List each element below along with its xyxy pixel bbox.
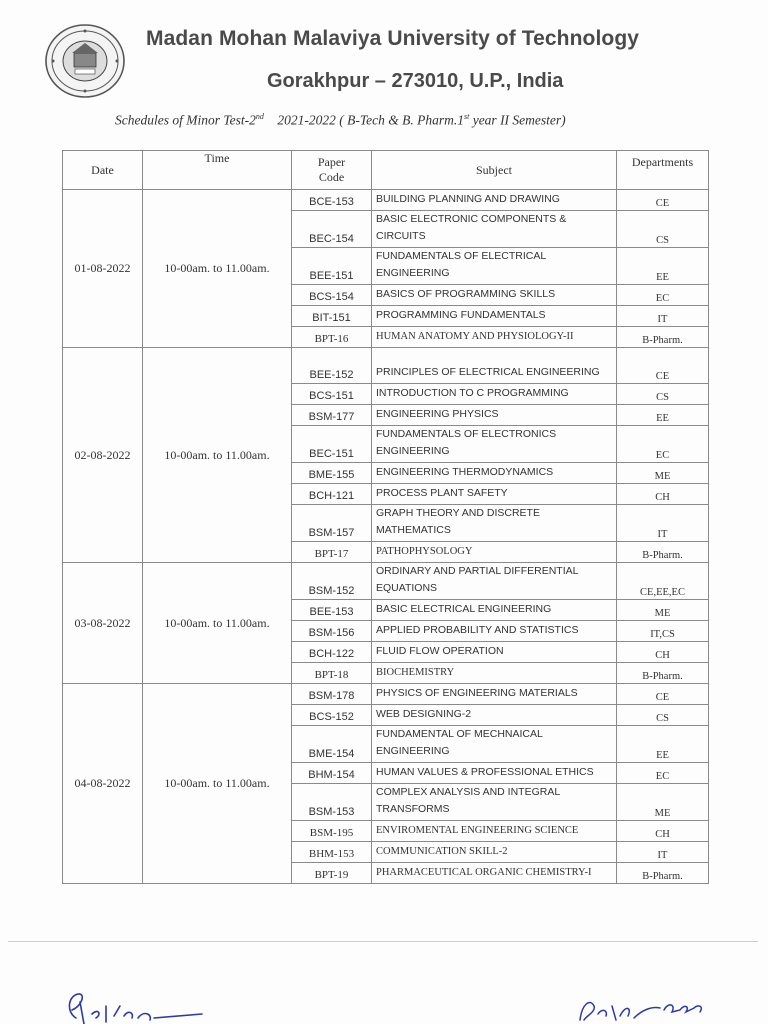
paper-code: BSM-195 — [292, 821, 372, 842]
subject-name: FUNDAMENTALS OF ELECTRONICS ENGINEERING — [372, 426, 617, 463]
department: CE,EE,EC — [617, 563, 709, 600]
subject-name: BASIC ELECTRICAL ENGINEERING — [372, 600, 617, 621]
subject-name: PROGRAMMING FUNDAMENTALS — [372, 306, 617, 327]
subject-name: BASICS OF PROGRAMMING SKILLS — [372, 285, 617, 306]
subject-name: COMMUNICATION SKILL-2 — [372, 842, 617, 863]
paper-code: BEE-153 — [292, 600, 372, 621]
paper-code: BPT-19 — [292, 863, 372, 884]
paper-code: BSM-177 — [292, 405, 372, 426]
paper-code: BPT-16 — [292, 327, 372, 348]
exam-time: 10-00am. to 11.00am. — [143, 563, 292, 684]
subject-name: PROCESS PLANT SAFETY — [372, 484, 617, 505]
subject-name: ENVIROMENTAL ENGINEERING SCIENCE — [372, 821, 617, 842]
header-date: Date — [63, 151, 143, 190]
department: EC — [617, 285, 709, 306]
paper-code: BCS-154 — [292, 285, 372, 306]
subject-name: FUNDAMENTALS OF ELECTRICAL ENGINEERING — [372, 248, 617, 285]
department: ME — [617, 600, 709, 621]
department: CS — [617, 384, 709, 405]
subject-name: BUILDING PLANNING AND DRAWING — [372, 190, 617, 211]
paper-code: BPT-17 — [292, 542, 372, 563]
department: EC — [617, 763, 709, 784]
department: B-Pharm. — [617, 327, 709, 348]
department: EE — [617, 405, 709, 426]
subject-name: APPLIED PROBABILITY AND STATISTICS — [372, 621, 617, 642]
subject-name: FUNDAMENTAL OF MECHNAICAL ENGINEERING — [372, 726, 617, 763]
subject-name: ORDINARY AND PARTIAL DIFFERENTIAL EQUATIONS — [372, 563, 617, 600]
paper-code: BSM-178 — [292, 684, 372, 705]
paper-code: BEC-151 — [292, 426, 372, 463]
table-row — [63, 563, 709, 600]
department: CH — [617, 642, 709, 663]
department: CS — [617, 211, 709, 248]
department: B-Pharm. — [617, 863, 709, 884]
exam-time: 10-00am. to 11.00am. — [143, 348, 292, 563]
exam-time: 10-00am. to 11.00am. — [143, 684, 292, 884]
exam-date: 04-08-2022 — [63, 684, 143, 884]
department: CH — [617, 484, 709, 505]
department: CS — [617, 705, 709, 726]
paper-code: BSM-156 — [292, 621, 372, 642]
subject-name: PHYSICS OF ENGINEERING MATERIALS — [372, 684, 617, 705]
department: ME — [617, 463, 709, 484]
subject-name: ENGINEERING PHYSICS — [372, 405, 617, 426]
table-row — [63, 348, 709, 384]
subject-name: HUMAN VALUES & PROFESSIONAL ETHICS — [372, 763, 617, 784]
subject-name: PRINCIPLES OF ELECTRICAL ENGINEERING — [372, 348, 617, 384]
signature-right — [572, 994, 712, 1024]
department: EC — [617, 426, 709, 463]
paper-code: BIT-151 — [292, 306, 372, 327]
header-paper-code: Paper Code — [292, 151, 372, 190]
department: IT,CS — [617, 621, 709, 642]
department: B-Pharm. — [617, 542, 709, 563]
subject-name: BIOCHEMISTRY — [372, 663, 617, 684]
department: ME — [617, 784, 709, 821]
paper-code: BCS-152 — [292, 705, 372, 726]
header-time: Time — [143, 151, 292, 190]
footer-divider — [8, 941, 758, 942]
subject-name: HUMAN ANATOMY AND PHYSIOLOGY-II — [372, 327, 617, 348]
department: IT — [617, 505, 709, 542]
university-seal-logo — [44, 23, 126, 99]
exam-time: 10-00am. to 11.00am. — [143, 190, 292, 348]
exam-date: 03-08-2022 — [63, 563, 143, 684]
subject-name: PHARMACEUTICAL ORGANIC CHEMISTRY-I — [372, 863, 617, 884]
paper-code: BME-155 — [292, 463, 372, 484]
paper-code: BSM-153 — [292, 784, 372, 821]
table-row — [63, 190, 709, 211]
paper-code: BCH-122 — [292, 642, 372, 663]
subject-name: INTRODUCTION TO C PROGRAMMING — [372, 384, 617, 405]
department: IT — [617, 842, 709, 863]
paper-code: BEE-151 — [292, 248, 372, 285]
schedule-title: Schedules of Minor Test-2nd 2021-2022 ( B-Tech & B. Pharm.1st year II Semester) — [115, 112, 566, 128]
table-row — [63, 684, 709, 705]
paper-code: BPT-18 — [292, 663, 372, 684]
paper-code: BHM-154 — [292, 763, 372, 784]
department: CH — [617, 821, 709, 842]
paper-code: BHM-153 — [292, 842, 372, 863]
subject-name: GRAPH THEORY AND DISCRETE MATHEMATICS — [372, 505, 617, 542]
paper-code: BSM-152 — [292, 563, 372, 600]
header-subject: Subject — [372, 151, 617, 190]
department: CE — [617, 190, 709, 211]
table-header-row — [63, 151, 709, 190]
paper-code: BSM-157 — [292, 505, 372, 542]
paper-code: BME-154 — [292, 726, 372, 763]
subject-name: PATHOPHYSOLOGY — [372, 542, 617, 563]
subject-name: BASIC ELECTRONIC COMPONENTS & CIRCUITS — [372, 211, 617, 248]
header-departments: Departments — [617, 151, 709, 190]
signature-left — [62, 988, 212, 1024]
paper-code: BCS-151 — [292, 384, 372, 405]
paper-code: BCE-153 — [292, 190, 372, 211]
university-name: Madan Mohan Malaviya University of Technology — [146, 27, 640, 50]
paper-code: BEE-152 — [292, 348, 372, 384]
department: EE — [617, 726, 709, 763]
department: CE — [617, 348, 709, 384]
department: IT — [617, 306, 709, 327]
department: CE — [617, 684, 709, 705]
paper-code: BCH-121 — [292, 484, 372, 505]
subject-name: WEB DESIGNING-2 — [372, 705, 617, 726]
department: EE — [617, 248, 709, 285]
subject-name: FLUID FLOW OPERATION — [372, 642, 617, 663]
exam-date: 01-08-2022 — [63, 190, 143, 348]
exam-schedule-table — [62, 150, 709, 884]
subject-name: ENGINEERING THERMODYNAMICS — [372, 463, 617, 484]
exam-date: 02-08-2022 — [63, 348, 143, 563]
subject-name: COMPLEX ANALYSIS AND INTEGRAL TRANSFORMS — [372, 784, 617, 821]
department: B-Pharm. — [617, 663, 709, 684]
university-address: Gorakhpur – 273010, U.P., India — [267, 70, 564, 92]
paper-code: BEC-154 — [292, 211, 372, 248]
